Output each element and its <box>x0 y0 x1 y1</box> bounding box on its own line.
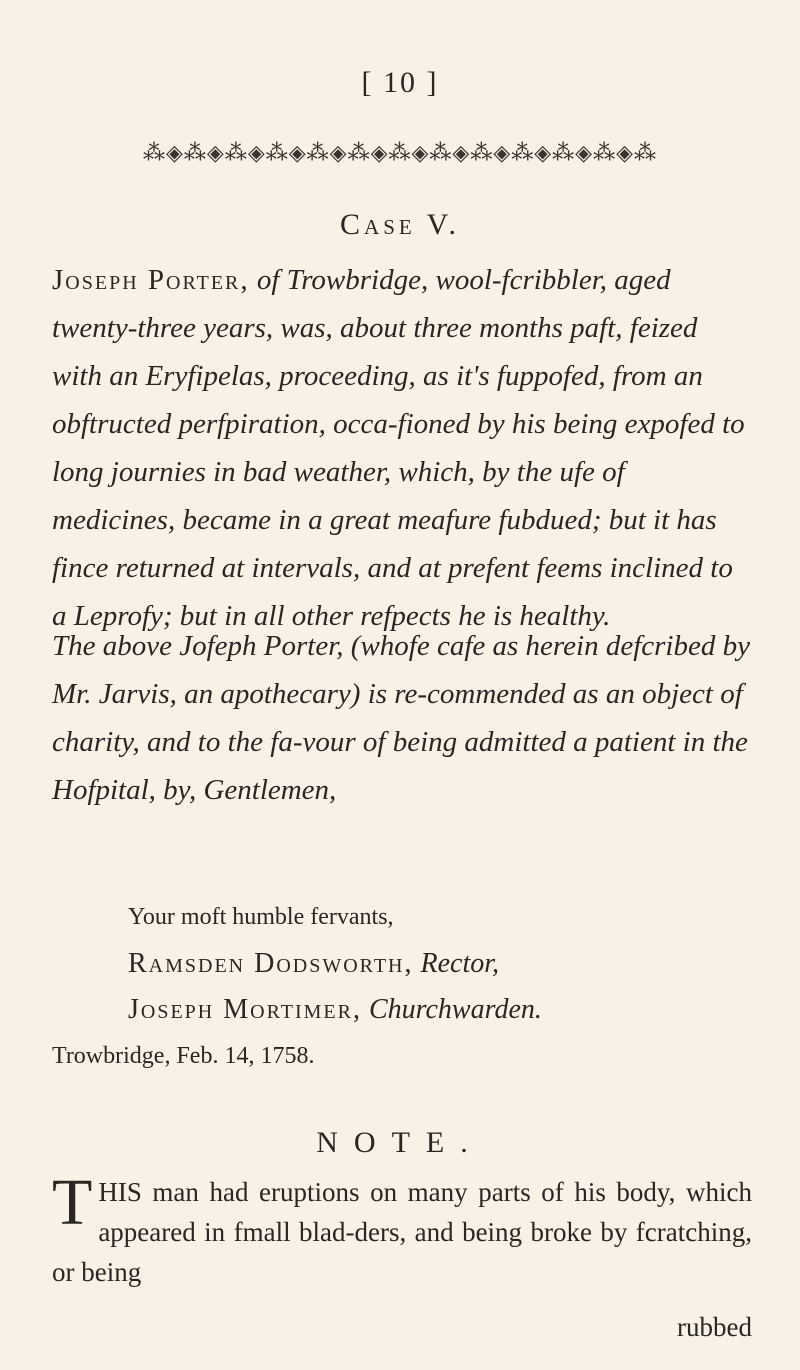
signature-churchwarden <box>128 994 542 1026</box>
case-description-text: of Trowbridge, wool-fcribbler, aged twenty-three years, was, about three months paft, feized with an Eryfipelas, proceeding, as it's fuppofed, from an obftructed perfpiration, occa-fioned by his being expofed to long journies in bad weather, which, by the ufe of medicines, became in a great meafure fubdued; but it has fince returned at intervals, and at prefent feems inclined to a Leprofy; but in all other refpects he is healthy. <box>52 264 745 632</box>
catchword: rubbed <box>677 1312 752 1342</box>
fleuron-band-icon: ⁂◈⁂◈⁂◈⁂◈⁂◈⁂◈⁂◈⁂◈⁂◈⁂◈⁂◈⁂◈⁂ <box>142 140 658 165</box>
signature-rector <box>128 948 499 980</box>
case-description-paragraph <box>52 256 752 640</box>
case-title: Case V. <box>340 208 460 241</box>
recommendation-paragraph: The above Jofeph Porter, (whofe cafe as herein defcribed by Mr. Jarvis, an apothecary) is re-commended as an object of charity, and to the fa-vour of being admitted a patient in the Hofpital, by, Gentlemen, <box>52 630 750 806</box>
closing-salutation: Your moft humble fervants, <box>128 904 394 930</box>
signer-name: Ramsden Dodsworth, <box>128 948 414 979</box>
note-heading: NOTE. <box>316 1126 484 1159</box>
dateline: Trowbridge, Feb. 14, 1758. <box>52 1043 315 1069</box>
signer-role: Churchwarden. <box>368 994 542 1025</box>
patient-name: Joseph Porter, <box>52 264 250 296</box>
note-text: HIS man had eruptions on many parts of his body, which appeared in fmall blad-ders, and being broke by fcratching, or being <box>52 1177 752 1287</box>
signer-name: Joseph Mortimer, <box>128 994 362 1025</box>
signer-role: Rector, <box>420 948 500 979</box>
note-paragraph <box>52 1166 752 1292</box>
page-number: [ 10 ] <box>361 66 439 99</box>
drop-cap: T <box>52 1166 93 1239</box>
